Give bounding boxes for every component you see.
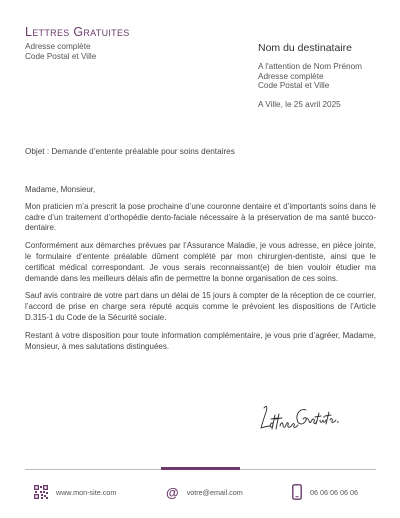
email-text: votre@email.com <box>186 487 243 497</box>
phone-text: 06 06 06 06 06 <box>310 487 358 497</box>
website-text: www.mon-site.com <box>56 487 117 497</box>
letter-body <box>25 185 376 359</box>
sender-block <box>25 42 96 61</box>
paragraph-4: Restant à votre disposition pour toute information complémentaire, je vous prie d’agréer, Madame, Monsieur, à mes salutations distinguées. <box>25 330 376 351</box>
paragraph-2: Conformément aux démarches prévues par l’Assurance Maladie, je vous adresse, en pièce jointe, le formulaire d’entente préalable dûment complété par mon chirurgien-dentiste, ainsi que le certificat médical correspondant. Je vous serais reconnaissant(e) de bien vouloir étudier ma demande dans les meilleurs délais afin de permettre la bonne organisation de ces soins. <box>25 241 376 283</box>
recipient-name: Nom du destinataire <box>258 42 352 54</box>
paragraph-1: Mon praticien m’a prescrit la pose prochaine d’une couronne dentaire et d’importants soins dans le cadre d’un traitement d’orthopédie dento-faciale nécessaire à la préservation de ma santé bucco-dentaire. <box>25 201 376 233</box>
letter-subject: Objet : Demande d’entente préalable pour soins dentaires <box>25 147 235 156</box>
brand-logo: Lettres Gratuites <box>25 25 130 39</box>
recipient-postal-city: Code Postal et Ville <box>258 81 330 91</box>
footer-accent-bar <box>161 467 240 470</box>
footer-phone[interactable] <box>292 484 358 500</box>
letter-date: A Ville, le 25 avril 2025 <box>258 100 341 109</box>
salutation: Madame, Monsieur, <box>25 185 96 194</box>
sender-postal-city: Code Postal et Ville <box>25 51 97 61</box>
sender-address: Adresse complète <box>25 42 91 51</box>
mobile-phone-icon <box>292 484 302 500</box>
paragraph-3: Sauf avis contraire de votre part dans un délai de 15 jours à compter de la réception de ce courrier, l’accord de prise en charge sera réputé acquis comme le prévoient les dispositions de l’Article D.315-1 du Code de la Sécurité sociale. <box>25 291 376 322</box>
recipient-address: Adresse complète <box>258 71 324 81</box>
footer-email[interactable] <box>166 484 243 500</box>
footer-website[interactable] <box>34 484 116 500</box>
at-sign-icon: @ <box>166 484 179 500</box>
recipient-block <box>258 62 362 91</box>
recipient-attention: A l'attention de Nom Prénom <box>258 62 362 71</box>
handwritten-signature <box>258 400 340 434</box>
qr-code-icon <box>34 485 48 499</box>
